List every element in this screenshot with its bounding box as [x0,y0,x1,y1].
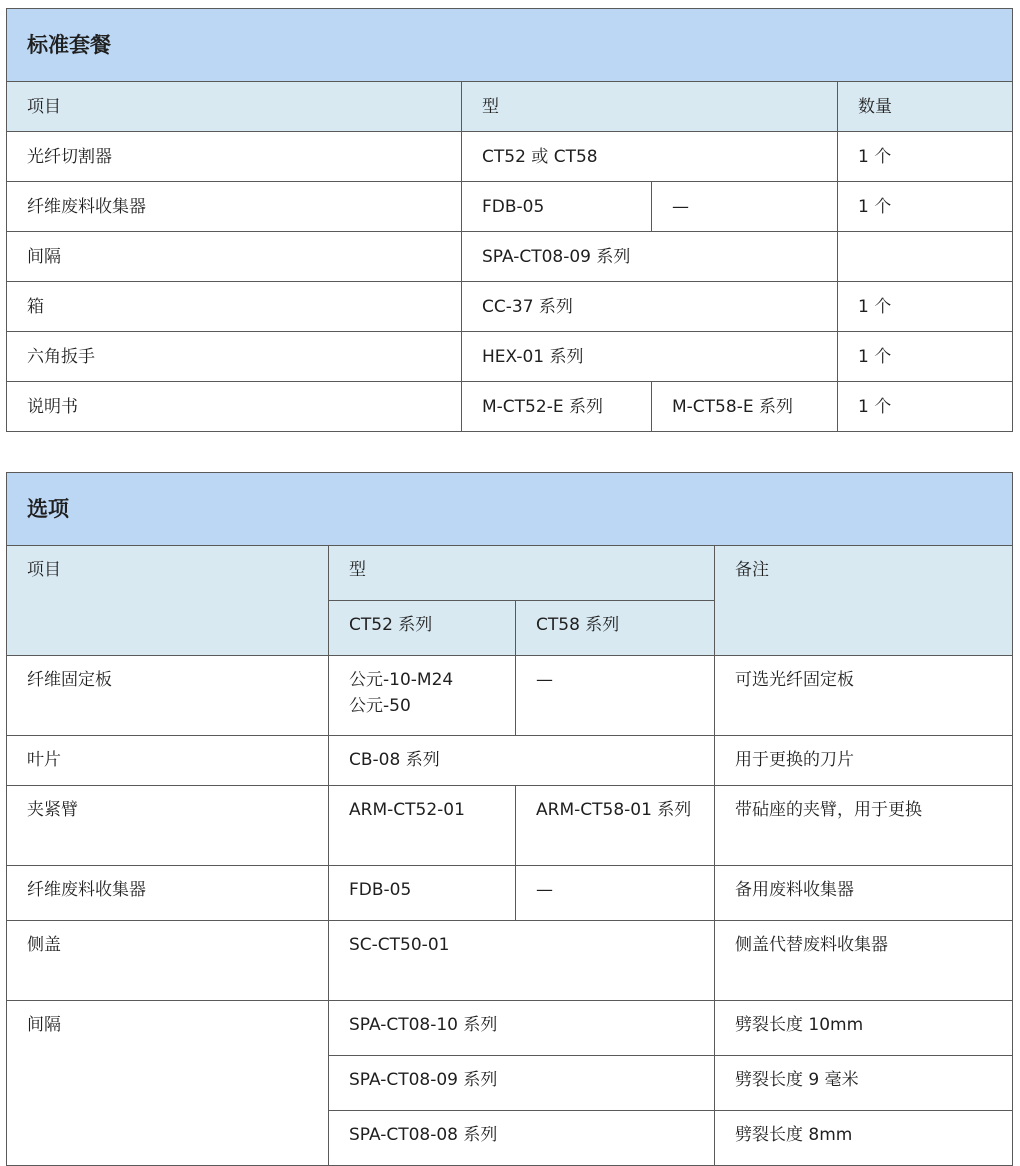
table-row [7,656,1013,736]
model-ct58-cell: — [516,866,715,921]
note-cell: 可选光纤固定板 [715,656,1013,736]
quantity-cell: 1 个 [838,332,1013,382]
header-model-ct58: CT58 系列 [516,601,715,656]
table-row [7,382,1013,432]
table-row [7,182,1013,232]
quantity-cell: 1 个 [838,182,1013,232]
item-cell: 间隔 [7,1001,329,1166]
header-item: 项目 [7,546,329,656]
quantity-cell [838,232,1013,282]
model-cell: SPA-CT08-10 系列 [329,1001,715,1056]
note-cell: 劈裂长度 9 毫米 [715,1056,1013,1111]
table-row [7,332,1013,382]
table-row [7,232,1013,282]
table-row [7,921,1013,1001]
table-row [7,786,1013,866]
item-cell: 夹紧臂 [7,786,329,866]
model-cell: HEX-01 系列 [462,332,838,382]
header-item: 项目 [7,82,462,132]
model-cell: FDB-05 [462,182,652,232]
item-cell: 叶片 [7,736,329,786]
quantity-cell: 1 个 [838,282,1013,332]
options-title: 选项 [7,473,1013,546]
table-row [7,736,1013,786]
model-cell: SPA-CT08-08 系列 [329,1111,715,1166]
item-cell: 光纤切割器 [7,132,462,182]
item-cell: 侧盖 [7,921,329,1001]
note-cell: 备用废料收集器 [715,866,1013,921]
item-cell: 纤维固定板 [7,656,329,736]
model-ct52-cell [329,656,516,736]
model-cell: M-CT52-E 系列 [462,382,652,432]
model-line: 公元-10-M24 [349,670,454,690]
model-cell: CC-37 系列 [462,282,838,332]
item-cell: 说明书 [7,382,462,432]
header-quantity: 数量 [838,82,1013,132]
note-cell: 侧盖代替废料收集器 [715,921,1013,1001]
item-cell: 纤维废料收集器 [7,182,462,232]
standard-package-table [6,8,1013,432]
item-cell: 箱 [7,282,462,332]
quantity-cell: 1 个 [838,382,1013,432]
model-cell: SC-CT50-01 [329,921,715,1001]
model-cell: SPA-CT08-09 系列 [329,1056,715,1111]
item-cell: 六角扳手 [7,332,462,382]
model-cell: CT52 或 CT58 [462,132,838,182]
model-ct52-cell: ARM-CT52-01 [329,786,516,866]
table-row [7,1001,1013,1056]
note-cell: 带砧座的夹臂，用于更换 [715,786,1013,866]
options-table [6,472,1013,1166]
table-row [7,282,1013,332]
quantity-cell: 1 个 [838,132,1013,182]
header-model-ct52: CT52 系列 [329,601,516,656]
item-cell: 间隔 [7,232,462,282]
table-row [7,866,1013,921]
model-ct58-cell: ARM-CT58-01 系列 [516,786,715,866]
note-cell: 劈裂长度 8mm [715,1111,1013,1166]
table-row [7,132,1013,182]
model-ct58-cell: — [516,656,715,736]
header-note: 备注 [715,546,1013,656]
item-cell: 纤维废料收集器 [7,866,329,921]
model-line: 公元-50 [349,696,411,716]
model-cell: — [652,182,838,232]
model-cell: SPA-CT08-09 系列 [462,232,838,282]
header-model: 型 [329,546,715,601]
note-cell: 用于更换的刀片 [715,736,1013,786]
header-model: 型 [462,82,838,132]
model-ct52-cell: FDB-05 [329,866,516,921]
note-cell: 劈裂长度 10mm [715,1001,1013,1056]
model-cell: M-CT58-E 系列 [652,382,838,432]
standard-package-title: 标准套餐 [7,9,1013,82]
model-cell: CB-08 系列 [329,736,715,786]
